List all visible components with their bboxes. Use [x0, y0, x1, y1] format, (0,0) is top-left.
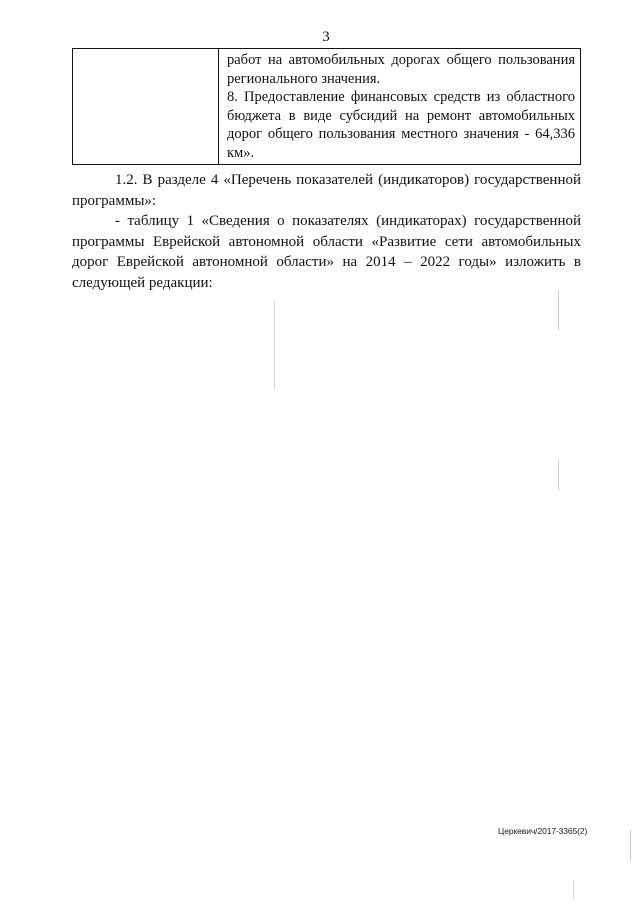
scan-artifact — [573, 880, 574, 900]
scan-artifact — [558, 290, 559, 330]
table-text-line-1: работ на автомобильных дорогах общего пользования регионального значения. — [227, 52, 575, 87]
page-number: 3 — [322, 29, 330, 45]
body-paragraph-1: 1.2. В разделе 4 «Перечень показателей (индикаторов) государственной программы»: — [72, 172, 581, 209]
scan-artifact — [274, 300, 275, 390]
table-row — [73, 49, 581, 165]
scan-artifact — [558, 460, 559, 490]
body-paragraph-2: - таблицу 1 «Сведения о показателях (индикаторах) государственной программы Еврейской автономной области «Развитие сети автомобильных дорог Еврейской автономной области» на 2014 – 2022 годы» изложить в следующей редакции: — [72, 213, 581, 291]
table-cell-text — [219, 49, 581, 165]
continuation-table — [72, 48, 581, 165]
table-cell-empty — [73, 49, 219, 165]
scan-artifact — [630, 830, 631, 860]
table-text-line-2: 8. Предоставление финансовых средств из областного бюджета в виде субсидий на ремонт автомобильных дорог общего пользования местного значения - 64,336 км». — [227, 89, 575, 161]
document-footer-code: Церкевич/2017-3365(2) — [498, 826, 588, 836]
